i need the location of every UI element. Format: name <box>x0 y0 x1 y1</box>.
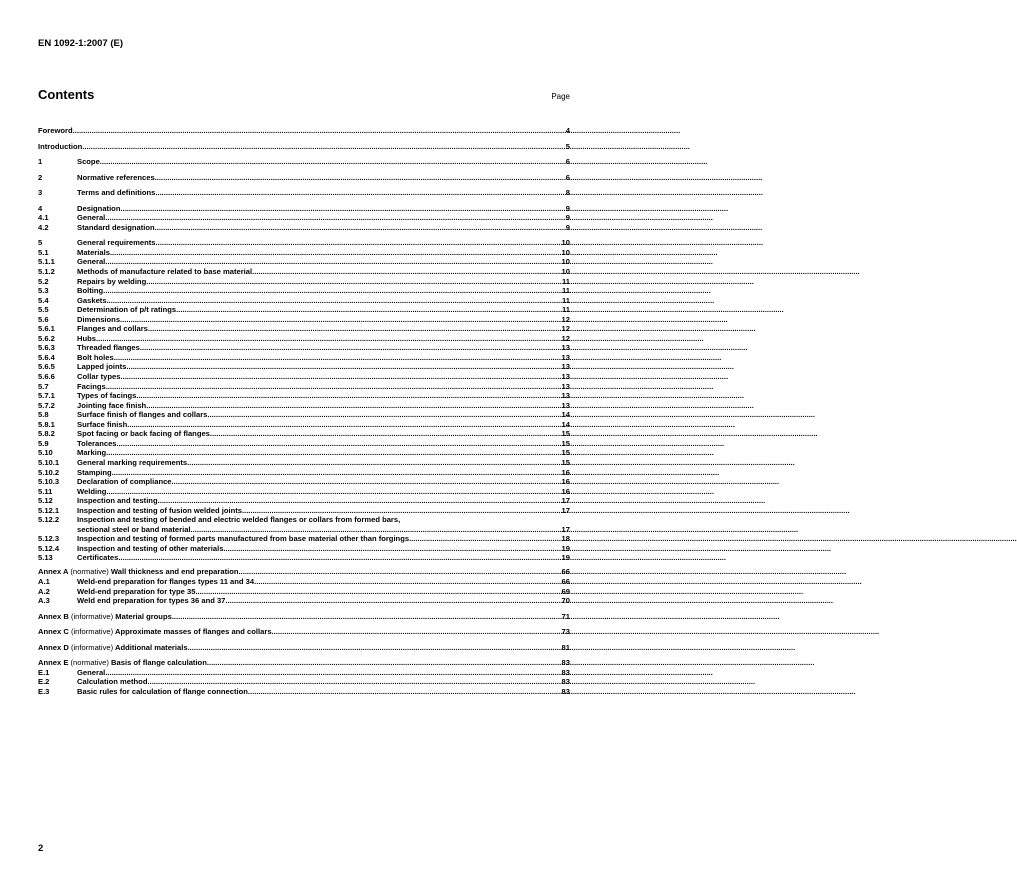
toc-leader-dots <box>155 173 566 183</box>
toc-entry-page: 19 <box>561 543 570 553</box>
toc-entry[interactable] <box>38 677 570 687</box>
toc-annex-entry[interactable] <box>38 658 570 668</box>
toc-leader-dots <box>96 334 562 344</box>
toc-entry[interactable] <box>38 553 570 563</box>
toc-entry-title: General <box>77 667 106 677</box>
toc-entry-number: 5.7.1 <box>38 391 55 401</box>
toc-entry-number: 5.6.2 <box>38 333 55 343</box>
toc-entry-title: Basis of flange calculation <box>111 658 207 668</box>
toc-entry-page: 9 <box>565 203 570 213</box>
toc-entry-title: Bolt holes <box>77 352 114 362</box>
toc-entry-page: 12 <box>561 324 570 334</box>
toc-leader-dots <box>146 277 562 287</box>
toc-entry[interactable] <box>38 213 570 223</box>
toc-entry-page: 19 <box>561 553 570 563</box>
toc-leader-dots <box>187 458 561 468</box>
toc-entry[interactable] <box>38 334 570 344</box>
toc-entry-page: 66 <box>561 567 570 577</box>
toc-entry-title: Weld end preparation for types 36 and 37 <box>77 596 226 606</box>
toc-leader-dots <box>272 627 562 637</box>
toc-entry-title: General <box>77 257 106 267</box>
toc-entry-title: Collar types <box>77 372 121 382</box>
toc-leader-dots <box>172 612 562 622</box>
toc-entry-title: Weld-end preparation for flanges types 11 and 34 <box>77 577 255 587</box>
toc-annex-title <box>38 643 188 653</box>
toc-entry-title: Stamping <box>77 467 112 477</box>
toc-entry-number: 5.12.3 <box>38 534 60 544</box>
toc-entry-title: Certificates <box>77 553 119 563</box>
toc-annex-qualifier: (normative) <box>70 658 109 668</box>
toc-entry-title: Additional materials <box>114 642 188 652</box>
toc-entry-title: Surface finish of flanges and collars <box>77 410 208 420</box>
toc-leader-dots <box>191 525 562 535</box>
toc-entry-title: Types of facings <box>77 391 137 401</box>
toc-entry-title: Normative references <box>77 172 155 182</box>
toc-entry[interactable] <box>38 188 570 198</box>
toc-entry[interactable] <box>38 126 570 136</box>
toc-entry-title: Lapped joints <box>77 362 127 372</box>
toc-entry-page: 15 <box>561 438 570 448</box>
toc-entry-page: 10 <box>561 247 570 257</box>
toc-entry-continuation[interactable] <box>38 525 570 535</box>
toc-entry[interactable] <box>38 496 570 506</box>
toc-entry-page: 14 <box>561 419 570 429</box>
toc-entry-title: General requirements <box>77 238 156 248</box>
toc-entry-page: 10 <box>561 267 570 277</box>
toc-entry[interactable] <box>38 587 570 597</box>
toc-entry-page: 71 <box>561 611 570 621</box>
toc-entry-page: 18 <box>561 534 570 544</box>
toc-entry-number: A.1 <box>38 577 50 587</box>
toc-entry[interactable] <box>38 223 570 233</box>
toc-leader-dots <box>158 496 562 506</box>
toc-leader-dots <box>127 420 561 430</box>
toc-entry-title: Designation <box>77 203 121 213</box>
toc-entry-number: 3 <box>38 188 43 198</box>
document-id: EN 1092-1:2007 (E) <box>38 38 124 49</box>
toc-entry[interactable] <box>38 324 570 334</box>
toc-leader-dots <box>225 596 561 606</box>
toc-entry-title: Spot facing or back facing of flanges <box>77 429 210 439</box>
toc-entry-title: Marking <box>77 448 107 458</box>
toc-leader-dots <box>148 324 562 334</box>
toc-entry-number: 5.10.2 <box>38 467 60 477</box>
toc-leader-dots <box>248 687 562 697</box>
toc-entry-number: 5.10.1 <box>38 457 60 467</box>
toc-entry[interactable] <box>38 372 570 382</box>
toc-entry-number: 5.1 <box>38 247 49 257</box>
toc-annex-title <box>38 658 207 668</box>
toc-leader-dots <box>110 248 562 258</box>
toc-entry-number: 5.3 <box>38 286 49 296</box>
toc-entry-title: General marking requirements <box>77 457 188 467</box>
toc-leader-dots <box>103 286 562 296</box>
toc-annex-qualifier: (informative) <box>70 627 114 637</box>
toc-entry-page: 17 <box>561 496 570 506</box>
toc-entry-page: 13 <box>561 381 570 391</box>
toc-leader-dots <box>140 343 562 353</box>
toc-entry-page: 4 <box>565 126 570 135</box>
toc-leader-dots <box>100 157 566 167</box>
toc-entry-title: Repairs by welding <box>77 276 147 286</box>
toc-entry[interactable] <box>38 410 570 420</box>
toc-entry[interactable] <box>38 420 570 430</box>
toc-entry-page: 66 <box>561 577 570 587</box>
toc-entry-page: 12 <box>561 314 570 324</box>
toc-leader-dots <box>254 577 561 587</box>
toc-entry-page: 81 <box>561 642 570 652</box>
toc-leader-dots <box>120 204 565 214</box>
toc-entry-number: 4 <box>38 203 43 213</box>
toc-entry-number: 5.12.4 <box>38 543 60 553</box>
toc-entry[interactable] <box>38 596 570 606</box>
toc-leader-dots <box>146 401 561 411</box>
toc-entry[interactable] <box>38 515 570 525</box>
toc-leader-dots <box>210 429 562 439</box>
toc-entry-number: 5.13 <box>38 553 53 563</box>
toc-entry[interactable] <box>38 315 570 325</box>
toc-entry-page: 17 <box>561 524 570 534</box>
toc-entry-title: Standard designation <box>77 222 155 232</box>
toc-entry-page: 13 <box>561 352 570 362</box>
toc-entry-number: 5.12 <box>38 496 53 506</box>
toc-leader-dots <box>105 213 565 223</box>
toc-leader-dots <box>188 643 562 653</box>
toc-entry-page: 15 <box>561 429 570 439</box>
toc-entry-title: Dimensions <box>77 314 121 324</box>
toc-entry-title: Methods of manufacture related to base material <box>77 267 253 277</box>
toc-entry-page: 11 <box>561 305 570 315</box>
table-of-contents <box>38 126 570 696</box>
toc-entry[interactable] <box>38 477 570 487</box>
toc-annex-qualifier: (informative) <box>70 611 114 621</box>
toc-entry-title: Material groups <box>115 611 172 621</box>
toc-entry-page: 83 <box>561 677 570 687</box>
toc-leader-dots <box>147 677 561 687</box>
toc-entry-number: 5.10 <box>38 448 53 458</box>
toc-leader-dots <box>117 439 562 449</box>
toc-annex-title <box>38 567 238 577</box>
toc-entry[interactable] <box>38 487 570 497</box>
toc-leader-dots <box>238 567 561 577</box>
toc-entry[interactable] <box>38 296 570 306</box>
toc-entry[interactable] <box>38 267 570 277</box>
toc-annex-label: Annex C <box>38 627 69 637</box>
toc-leader-dots <box>195 587 561 597</box>
toc-entry[interactable] <box>38 577 570 587</box>
toc-entry-title: Materials <box>77 247 110 257</box>
toc-entry[interactable] <box>38 142 570 152</box>
toc-entry-title: Inspection and testing of fusion welded joints <box>77 505 242 515</box>
toc-leader-dots <box>105 668 561 678</box>
toc-entry-number: 5.12.1 <box>38 505 60 515</box>
toc-annex-title <box>38 612 172 622</box>
toc-entry-number: 5.6.4 <box>38 352 55 362</box>
toc-entry-title: Hubs <box>77 333 96 343</box>
toc-annex-qualifier: (informative) <box>70 642 114 652</box>
toc-leader-dots <box>155 188 565 198</box>
toc-entry-number: 5.9 <box>38 438 49 448</box>
toc-entry-page: 15 <box>561 457 570 467</box>
toc-entry-page: 16 <box>561 467 570 477</box>
toc-entry[interactable] <box>38 277 570 287</box>
toc-entry-title: Bolting <box>77 286 104 296</box>
toc-annex-entry[interactable] <box>38 627 570 637</box>
toc-entry[interactable] <box>38 248 570 258</box>
toc-leader-dots <box>176 305 562 315</box>
toc-leader-dots <box>114 353 562 363</box>
toc-entry-page: 69 <box>561 586 570 596</box>
toc-entry-page: 13 <box>561 362 570 372</box>
toc-entry-title: Determination of p/t ratings <box>77 305 177 315</box>
toc-entry-page: 83 <box>561 686 570 696</box>
page-column-label: Page <box>551 92 570 101</box>
toc-entry-number: 5.2 <box>38 276 49 286</box>
toc-leader-dots <box>172 477 562 487</box>
toc-entry[interactable] <box>38 401 570 411</box>
toc-entry-title: Weld-end preparation for type 35 <box>77 586 196 596</box>
toc-entry-page: 11 <box>561 295 570 305</box>
toc-leader-dots <box>112 468 562 478</box>
toc-leader-dots <box>136 391 561 401</box>
toc-entry[interactable] <box>38 204 570 214</box>
toc-entry[interactable] <box>38 391 570 401</box>
toc-entry-title: Jointing face finish <box>77 400 147 410</box>
toc-entry-title: Tolerances <box>77 438 117 448</box>
toc-entry-page: 70 <box>561 596 570 606</box>
toc-leader-dots <box>409 534 561 544</box>
toc-entry-number: 1 <box>38 157 43 167</box>
toc-entry-number: A.2 <box>38 586 50 596</box>
toc-leader-dots <box>106 382 562 392</box>
toc-leader-dots <box>207 410 561 420</box>
toc-entry[interactable] <box>38 353 570 363</box>
toc-entry-title: Calculation method <box>77 677 148 687</box>
toc-entry[interactable] <box>38 362 570 372</box>
toc-leader-dots <box>242 506 562 516</box>
toc-entry-number: 5.5 <box>38 305 49 315</box>
toc-leader-dots <box>120 372 561 382</box>
toc-entry[interactable] <box>38 687 570 697</box>
toc-annex-qualifier: (normative) <box>70 567 109 577</box>
toc-entry-number: 5.8 <box>38 410 49 420</box>
toc-entry[interactable] <box>38 468 570 478</box>
toc-entry-number: 5.8.1 <box>38 419 55 429</box>
toc-entry-page: 13 <box>561 372 570 382</box>
toc-entry-page: 83 <box>561 658 570 668</box>
toc-entry[interactable] <box>38 534 570 544</box>
toc-leader-dots <box>82 142 565 152</box>
toc-entry-title-continued: sectional steel or band material <box>77 524 191 534</box>
toc-entry[interactable] <box>38 544 570 554</box>
toc-entry-title: General <box>77 213 106 223</box>
toc-entry-title: Gaskets <box>77 295 107 305</box>
toc-entry-page: 5 <box>565 141 570 151</box>
toc-leader-dots <box>126 362 561 372</box>
toc-entry-title: Inspection and testing of other materials <box>77 543 224 553</box>
toc-entry-page: 73 <box>561 627 570 637</box>
toc-entry[interactable] <box>38 668 570 678</box>
toc-entry[interactable] <box>38 286 570 296</box>
toc-entry-title: Welding <box>77 486 107 496</box>
toc-entry-number: 5.1.2 <box>38 267 55 277</box>
toc-entry[interactable] <box>38 343 570 353</box>
toc-entry-title: Inspection and testing <box>77 496 158 506</box>
toc-annex-title <box>38 627 272 637</box>
toc-entry-number: E.1 <box>38 667 50 677</box>
toc-entry-page: 9 <box>565 222 570 232</box>
toc-entry-number: A.3 <box>38 596 50 606</box>
toc-entry-page: 10 <box>561 238 570 248</box>
toc-entry-page: 16 <box>561 486 570 496</box>
contents-heading: Contents <box>38 87 95 102</box>
toc-entry-page: 6 <box>565 172 570 182</box>
toc-leader-dots <box>118 553 561 563</box>
toc-leader-dots <box>207 658 562 668</box>
toc-leader-dots <box>73 126 566 136</box>
toc-entry[interactable] <box>38 257 570 267</box>
toc-entry-title: Foreword <box>38 126 73 135</box>
toc-entry-title: Scope <box>77 157 100 167</box>
toc-entry-number: 5.4 <box>38 295 49 305</box>
toc-entry-page: 6 <box>565 157 570 167</box>
toc-entry-number: 5.6.3 <box>38 343 55 353</box>
toc-entry-number: 4.2 <box>38 222 49 232</box>
toc-entry-number: 5.7.2 <box>38 400 55 410</box>
toc-entry-number: 2 <box>38 172 43 182</box>
toc-entry-title: Declaration of compliance <box>77 477 172 487</box>
toc-entry-page: 8 <box>565 188 570 198</box>
toc-annex-label: Annex E <box>38 658 69 668</box>
toc-annex-entry[interactable] <box>38 643 570 653</box>
toc-annex-label: Annex D <box>38 642 69 652</box>
toc-entry-title: Approximate masses of flanges and collars <box>114 627 272 637</box>
toc-leader-dots <box>155 223 566 233</box>
toc-entry-number: 5.11 <box>38 486 53 496</box>
toc-entry-title: Basic rules for calculation of flange connection <box>77 686 248 696</box>
toc-entry-number: 5.6 <box>38 314 49 324</box>
toc-annex-entry[interactable] <box>38 612 570 622</box>
toc-entry[interactable] <box>38 448 570 458</box>
toc-entry-page: 15 <box>561 448 570 458</box>
toc-entry[interactable] <box>38 429 570 439</box>
toc-entry-title: Threaded flanges <box>77 343 140 353</box>
toc-leader-dots <box>106 487 561 497</box>
toc-entry[interactable] <box>38 305 570 315</box>
toc-entry-page: 16 <box>561 477 570 487</box>
toc-entry-number: 4.1 <box>38 213 49 223</box>
toc-entry[interactable] <box>38 173 570 183</box>
toc-entry-title: Facings <box>77 381 106 391</box>
toc-leader-dots <box>107 296 562 306</box>
toc-entry-title: Inspection and testing of bended and electric welded flanges or collars from formed bars, <box>77 515 401 525</box>
toc-entry-number: 5.12.2 <box>38 515 60 525</box>
toc-annex-entry[interactable] <box>38 567 570 577</box>
toc-entry[interactable] <box>38 238 570 248</box>
toc-annex-label: Annex A <box>38 567 69 577</box>
toc-annex-label: Annex B <box>38 611 69 621</box>
toc-entry[interactable] <box>38 382 570 392</box>
toc-entry-title: Flanges and collars <box>77 324 148 334</box>
toc-entry[interactable] <box>38 157 570 167</box>
toc-entry-title: Terms and definitions <box>77 188 156 198</box>
toc-entry-title: Inspection and testing of formed parts manufactured from base material other than forgings <box>77 534 410 544</box>
toc-entry-title: Wall thickness and end preparation <box>110 567 239 577</box>
toc-entry-page: 14 <box>561 410 570 420</box>
toc-leader-dots <box>120 315 562 325</box>
toc-leader-dots <box>106 448 561 458</box>
toc-leader-dots <box>156 238 562 248</box>
toc-entry-number: 5.6.6 <box>38 372 55 382</box>
toc-entry-number: 5.8.2 <box>38 429 55 439</box>
toc-entry-number: 5.6.5 <box>38 362 55 372</box>
toc-entry-number: E.3 <box>38 686 50 696</box>
toc-leader-dots <box>105 257 561 267</box>
toc-entry-page: 12 <box>561 333 570 343</box>
toc-entry-page: 83 <box>561 667 570 677</box>
toc-entry-number: 5.1.1 <box>38 257 55 267</box>
toc-entry-page: 10 <box>561 257 570 267</box>
toc-entry-title: Surface finish <box>77 419 128 429</box>
toc-entry-number: 5.7 <box>38 381 49 391</box>
toc-entry-page: 13 <box>561 343 570 353</box>
page-number: 2 <box>38 843 44 854</box>
toc-leader-dots <box>252 267 561 277</box>
toc-entry-page: 13 <box>561 400 570 410</box>
toc-entry[interactable] <box>38 439 570 449</box>
toc-entry-page: 9 <box>565 213 570 223</box>
toc-entry-page: 17 <box>561 505 570 515</box>
toc-entry-number: 5.6.1 <box>38 324 55 334</box>
toc-entry[interactable] <box>38 506 570 516</box>
toc-entry-number: 5 <box>38 238 43 248</box>
toc-leader-dots <box>223 544 561 554</box>
toc-entry[interactable] <box>38 458 570 468</box>
toc-entry-title: Introduction <box>38 141 83 151</box>
toc-entry-page: 11 <box>561 286 570 296</box>
toc-entry-number: E.2 <box>38 677 50 687</box>
toc-entry-number: 5.10.3 <box>38 477 60 487</box>
toc-entry-page: 11 <box>561 276 570 286</box>
toc-entry-page: 13 <box>561 391 570 401</box>
